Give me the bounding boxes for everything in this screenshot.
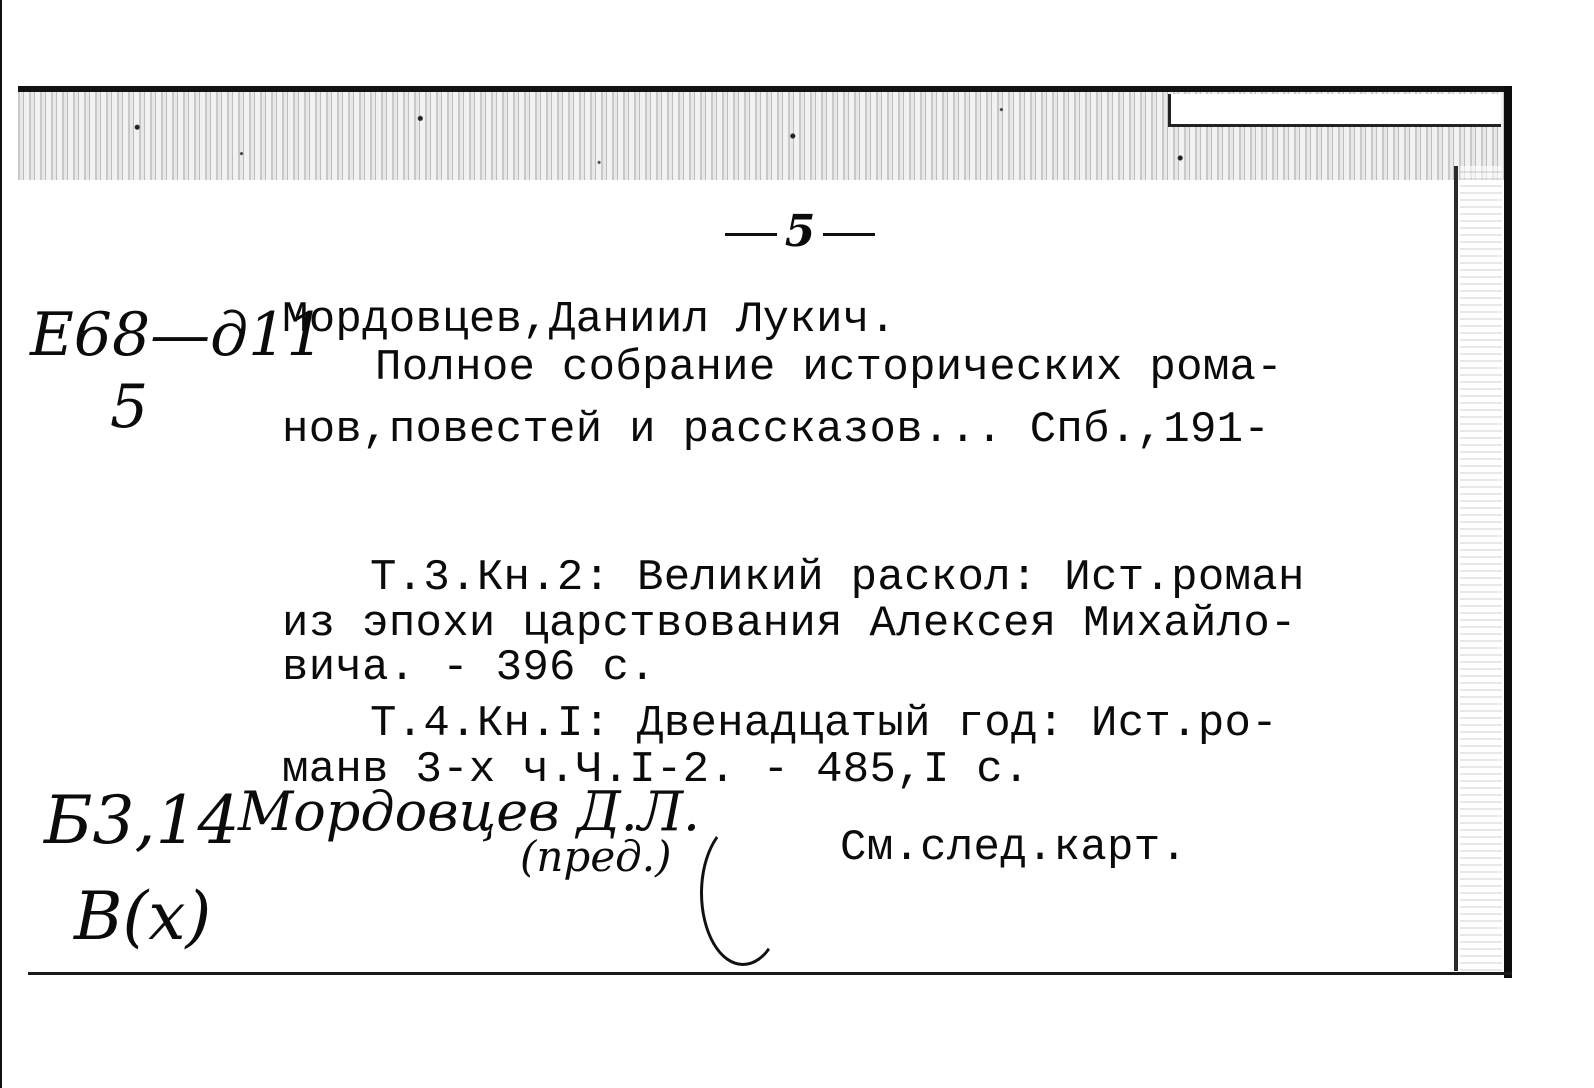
scan-left-edge [0, 0, 2, 1088]
handwritten-role-note: (пред.) [520, 832, 672, 881]
volume3-line-2: из эпохи царствования Алексея Михайло- [282, 599, 1297, 649]
handwritten-call-number: Б3,14 [44, 782, 240, 859]
volume4-line-1: Т.4.Кн.I: Двенадцатый год: Ист.ро- [370, 699, 1278, 749]
card-right-inner-rule [1454, 166, 1458, 971]
title-line-1: Полное собрание исторических рома- [375, 343, 1283, 393]
volume3-line-1: Т.3.Кн.2: Великий раскол: Ист.роман [370, 553, 1305, 603]
shelfmark-line1: E68—д11 [30, 300, 325, 370]
card-right-border [1504, 86, 1512, 978]
volume3-line-3: вича. - 396 с. [282, 643, 656, 693]
page-number: 5 [700, 206, 900, 257]
see-next-card: См.след.карт. [840, 823, 1188, 873]
card-bottom-rule [28, 972, 1512, 975]
handwritten-bracket-mark [700, 820, 786, 966]
handwritten-author-note: Мордовцев Д.Л. [238, 780, 701, 843]
card-tab-notch [1168, 94, 1501, 127]
title-line-2: нов,повестей и рассказов... Спб.,191- [282, 405, 1271, 455]
card-right-hatch [1460, 166, 1502, 971]
volume4-line-2: манв 3-х ч.Ч.I-2. - 485,I с. [282, 745, 1030, 795]
shelfmark-line2: 5 [110, 372, 149, 442]
author-heading: Мордовцев,Даниил Лукич. [282, 295, 897, 345]
handwritten-location: В(х) [74, 878, 212, 955]
